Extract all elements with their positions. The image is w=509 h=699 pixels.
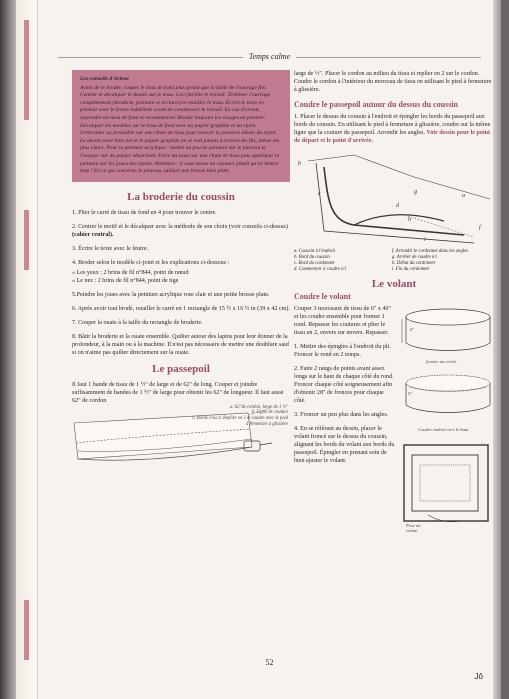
svg-text:f: f bbox=[479, 225, 481, 231]
svg-text:b: b bbox=[298, 161, 301, 167]
heading-volant: Le volant bbox=[371, 278, 417, 290]
volant-section: Couper 3 morceaux de tissu de 6" x 40" et les coudre ensemble pour former 1 rond. Repasser les coutures et plier le tissu en 2, envers sur envers. Repasser. 1. Mettre des épingles à l'endroit du pli. Froncer le rond en 2 temps. 2. Faire 2 rangs de points avant assez longs sur le haut de chaque côté du rond. Froncer chaque côté soigneusement afin d'obtenir 28" de fronces pour chaque côté. 3. Froncer un peu plus dans les angles. 4. En se référant au dessin, placer le volant froncé sur le dessus du coussin, alignant les bords du volant aux bords du passepoil. Épingler en prenant soin de bien ajuster le volant. 6" former un cercle 3" Coudre endroit vers le haut Pose du volant bbox=[294, 305, 494, 465]
heading-broderie: La broderie du coussin bbox=[127, 190, 235, 203]
heading-coudre-passepoil: Coudre le passepoil autour du dessus du coussin bbox=[294, 100, 458, 109]
corner-legend: a. Coussin à l'endroit b. Bord du coussin c. Bord du cordonnet d. Commencer à coudre ici f. Arrondir le cordonnet dans les angles g. Arrêter de coudre ici h. Début du cordonnet i. Fin du cordonnet bbox=[294, 249, 469, 272]
volant-step-3: 3. Froncer un peu plus dans les angles. bbox=[294, 412, 389, 418]
svg-text:c: c bbox=[318, 191, 321, 197]
running-header: Temps calme bbox=[38, 52, 501, 61]
volant-step-2: 2. Faire 2 rangs de points avant assez longs sur le haut de chaque côté du rond. Froncer chaque côté soigneusement afin d'obtenir 28" de fronces pour chaque côté. bbox=[294, 366, 394, 404]
cushion-corner-figure bbox=[294, 151, 494, 249]
edge-mark bbox=[24, 210, 29, 270]
right-column bbox=[294, 70, 494, 534]
edge-mark bbox=[24, 600, 29, 660]
svg-text:a: a bbox=[462, 193, 465, 199]
svg-text:d: d bbox=[396, 203, 399, 209]
heading-passepoil: Le passepoil bbox=[152, 362, 210, 375]
left-column bbox=[72, 70, 290, 477]
step-2: 2. Centrer le motif et le décalquer avec la méthode de son choix (voir conseils ci-dessus) (cahier central). bbox=[72, 223, 288, 238]
step-1: 1. Plier le carré de tissu de fond en 4 pour trouver le centre. bbox=[72, 209, 217, 216]
book-spine bbox=[0, 0, 16, 699]
gather-figure bbox=[400, 371, 494, 433]
magazine-page bbox=[38, 0, 501, 699]
ruffle-placement-figure bbox=[398, 441, 494, 533]
step-4: 4. Broder selon le modèle ci-joint et les explications ci-dessous : bbox=[72, 259, 230, 266]
left-page-edge bbox=[16, 0, 38, 699]
tip-body: Avant de le broder, couper le tissu de fond plus grand que la taille de l'ouvrage fini. Centrer et décalquer le dessin sur le tissu. Ceci facilite le travail. Terminer l'ouvrage complètement (broderie, peinture et écriture) et retailler le tissu. Écrire le texte en premier avec le feutre indélébile avant de commencer le travail. En cas d'erreur, reprendre un tissu de fond et recommencer. Broder toujours les visages en premier. Décalquer les modèles sur le tissu de fond avec un papier graphite et un stylet. S'entraîner au préalable sur une chute de tissu pour trouver la pression idéale du stylet. Le dessin reste bien net et le papier graphite ne se voit jamais à travers les fils, même les plus clairs. Pour la peinture acrylique : mettre un peu de peinture sur le pinceau et l'essuyer sur du papier absorbant. Faire un essai sur une chute de tissu puis appliquer la peinture sur les joues des lapins. Attention : il vaut mieux en rajouter plutôt qu'en mettre trop ! En ce qui concerne le pinceau, utiliser une brosse bien plate. bbox=[80, 84, 280, 175]
passepoil-continued: large de ½". Placer le cordon au milieu du tissu et replier en 2 sur le cordon. Coudre le cordon à l'intérieur du morceau de tissu en utilisant le pied à fermeture à glissière. bbox=[294, 71, 492, 93]
step-8: 8. Bâtir la broderie et la ouate ensemble. Quilter autour des lapins pour leur donner de la profondeur, à la main ou à la machine. Il n'est pas nécessaire de mettre une doublure sauf si on n'aime pas quilter directement sur la ouate. bbox=[72, 333, 290, 356]
volant-step-intro: Couper 3 morceaux de tissu de 6" x 40" et les coudre ensemble pour former 1 rond. Repasser les coutures et plier le tissu en 2, envers sur envers. Repasser. bbox=[294, 306, 392, 336]
svg-text:i: i bbox=[424, 237, 426, 243]
credit-mark: Jô bbox=[474, 672, 483, 681]
corner-illustration bbox=[294, 151, 494, 249]
svg-text:g: g bbox=[414, 189, 417, 195]
step-3: 3. Écrire le texte avec le feutre. bbox=[72, 245, 149, 252]
passepoil-figure: a. 62"de cordon, large de 1 ½" b. Ligne de couture c. Bords crus d. Replier en 2 et coudre avec le pied à fermeture à glissière bbox=[72, 407, 290, 477]
coudre-passepoil-text: 1. Placer le dessus du coussin à l'endroit et épingler les bords du passepoil aux bords du coussin. En utilisant le pied à fermeture à glissière, coudre sur la même ligne que la couture du passepoil. Arrondir les angles. Voir dessin pour le point de départ et le point d'arrivée. bbox=[294, 114, 491, 144]
volant-step-4: 4. En se référant au dessin, placer le volant froncé sur le dessus du coussin, alignant les bords du volant aux bords du passepoil. Épingler en prenant soin de bien ajuster le volant. bbox=[294, 426, 395, 464]
step-6: 6. Après avoir tout brodé, retailler le carré en 1 rectangle de 15 ½ x 16 ½ in (39 x 42 cm). bbox=[72, 305, 290, 312]
edge-mark bbox=[24, 20, 29, 120]
step-4-nez: « Le nez : 2 brins de fil n°844, point de tige bbox=[72, 277, 179, 284]
step-4-yeux: « Les yeux : 2 brins de fil n°844, point de nœud bbox=[72, 269, 189, 276]
right-page-edge bbox=[493, 0, 501, 699]
svg-text:h: h bbox=[408, 217, 411, 223]
tip-title: Les conseils d'Arlene bbox=[80, 76, 130, 82]
step-7: 7. Couper la ouate à la taille du rectangle de broderie. bbox=[72, 319, 203, 326]
volant-step-1: 1. Mettre des épingles à l'endroit du pli. Froncer le rond en 2 temps. bbox=[294, 344, 391, 358]
heading-coudre-volant: Coudre le volant bbox=[294, 292, 351, 301]
passepoil-text: Il faut 1 bande de tissu de 1 ½" de large et de 62" de long. Couper et joindre suffisamment de bandes de 1 ½" de large pour obtenir les 62" de longueur. Il faut aussi 62" de cordon bbox=[72, 381, 284, 404]
step-5: 5.Peindre les joues avec la peinture acrylique rose clair et une petite brosse plate. bbox=[72, 291, 270, 298]
page-number: 52 bbox=[265, 658, 274, 667]
tip-box bbox=[72, 70, 290, 182]
